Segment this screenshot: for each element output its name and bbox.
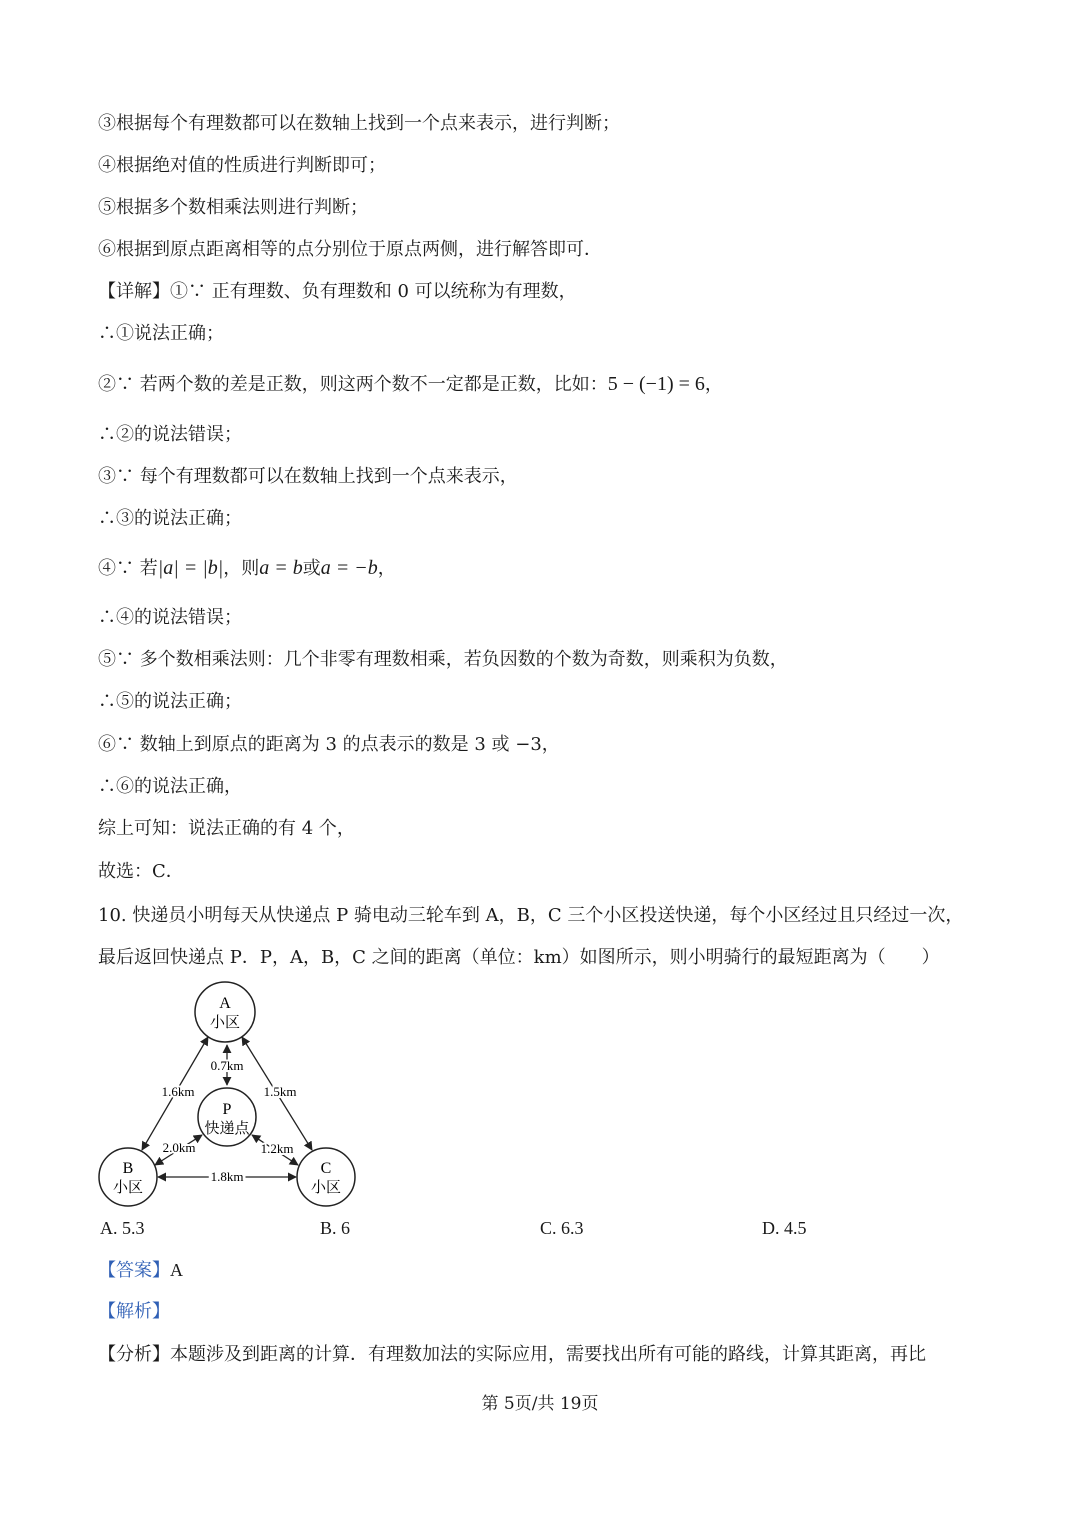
math-expression: a = −b <box>320 557 378 579</box>
text-line: ∴②的说法错误； <box>98 424 242 445</box>
text-line <box>98 372 723 397</box>
text-segment: 或 <box>302 558 321 579</box>
distance-pa: 0.7km <box>210 1058 244 1073</box>
question-text: 10. 快递员小明每天从快递点 P 骑电动三轮车到 A，B，C 三个小区投送快递，每个小区经过且只经过一次， <box>98 905 964 926</box>
node-c-letter: C <box>320 1160 332 1177</box>
node-p-letter: P <box>222 1101 232 1118</box>
text-line <box>98 556 396 581</box>
node-c-label: 小区 <box>310 1180 342 1196</box>
distance-ac: 1.5km <box>263 1084 297 1099</box>
page-footer: 第 5页/共 19页 <box>481 1394 599 1414</box>
math-expression: |a| = |b| <box>157 557 224 579</box>
question-text: 最后返回快递点 P．P，A，B，C 之间的距离（单位：km）如图所示，则小明骑行的最短距离为（ ） <box>98 947 940 968</box>
text-line: ∴⑥的说法正确， <box>98 776 242 797</box>
text-segment: ， <box>704 374 723 395</box>
node-a-label: 小区 <box>209 1015 241 1031</box>
text-line: 【详解】①∵ 正有理数、负有理数和 0 可以统称为有理数， <box>98 281 577 302</box>
answer-value: A <box>170 1260 183 1280</box>
node-b-letter: B <box>122 1160 134 1177</box>
node-b-label: 小区 <box>112 1180 144 1196</box>
distance-pc: 1.2km <box>260 1141 294 1156</box>
text-line: ③根据每个有理数都可以在数轴上找到一个点来表示，进行判断； <box>98 113 620 134</box>
text-line: ⑥∵ 数轴上到原点的距离为 3 的点表示的数是 3 或 −3， <box>98 734 560 755</box>
text-segment: ④∵ 若 <box>98 558 158 579</box>
text-line: ⑥根据到原点距离相等的点分别位于原点两侧，进行解答即可． <box>98 239 602 260</box>
text-segment: ，则 <box>223 558 260 579</box>
node-a-letter: A <box>219 995 231 1012</box>
text-line: ∴①说法正确； <box>98 323 224 344</box>
text-line: ∴③的说法正确； <box>98 508 242 529</box>
option-b: B. 6 <box>320 1218 351 1238</box>
text-line: ④根据绝对值的性质进行判断即可； <box>98 155 386 176</box>
node-b <box>99 1148 157 1206</box>
text-line: ⑤根据多个数相乘法则进行判断； <box>98 197 368 218</box>
text-line: 故选：C． <box>98 861 184 882</box>
fenxi-line <box>98 1343 926 1367</box>
answer-line <box>98 1258 183 1283</box>
option-a: A. 5.3 <box>100 1218 145 1238</box>
math-expression: 5 − (−1) = 6 <box>607 373 705 395</box>
text-line: 综上可知：说法正确的有 4 个， <box>98 818 355 839</box>
text-segment: ②∵ 若两个数的差是正数，则这两个数不一定都是正数，比如： <box>98 374 608 395</box>
fenxi-text: 本题涉及到距离的计算．有理数加法的实际应用，需要找出所有可能的路线，计算其距离，再比 <box>170 1344 926 1365</box>
text-line: ∴⑤的说法正确； <box>98 691 242 712</box>
node-c <box>297 1148 355 1206</box>
option-c: C. 6.3 <box>540 1218 584 1238</box>
node-a <box>195 982 255 1042</box>
distance-ab: 1.6km <box>161 1084 195 1099</box>
analysis-label: 【解析】 <box>98 1301 170 1322</box>
text-line: ③∵ 每个有理数都可以在数轴上找到一个点来表示， <box>98 466 518 487</box>
text-segment: ， <box>377 558 396 579</box>
text-line: ⑤∵ 多个数相乘法则：几个非零有理数相乘，若负因数的个数为奇数，则乘积为负数， <box>98 649 788 670</box>
option-d: D. 4.5 <box>762 1218 807 1238</box>
distance-bc: 1.8km <box>210 1169 244 1184</box>
distance-pb: 2.0km <box>162 1140 196 1155</box>
text-line: ∴④的说法错误； <box>98 607 242 628</box>
math-expression: a = b <box>259 557 303 579</box>
fenxi-label: 【分析】 <box>98 1344 170 1365</box>
answer-label: 【答案】 <box>98 1260 170 1281</box>
node-p-label: 快递点 <box>204 1121 250 1137</box>
distance-diagram <box>90 975 370 1210</box>
